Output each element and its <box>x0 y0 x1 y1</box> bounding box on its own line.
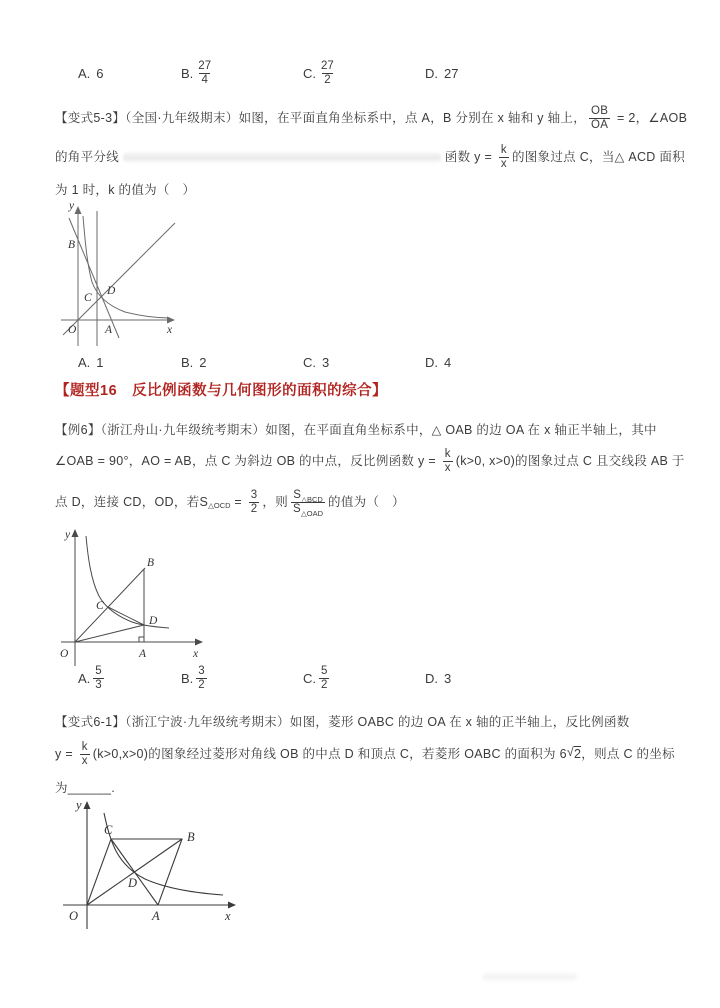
options-row-5-3 <box>78 55 458 91</box>
option-d <box>425 66 458 81</box>
option-d-value: 27 <box>444 65 459 81</box>
option-b <box>181 60 303 85</box>
y-axis-arrow-icon <box>72 529 79 537</box>
sqrt-2: √ 2 <box>566 744 582 761</box>
label-D: D <box>128 876 138 890</box>
segment-CD <box>108 607 144 625</box>
option-c <box>303 60 425 85</box>
section-heading-16: 【题型16 反比例函数与几何图形的面积的综合】 <box>55 383 388 399</box>
hyperbola-curve <box>83 216 170 318</box>
problem-5-3-line3: 为 1 时，k 的值为（ ） <box>55 183 196 197</box>
problem-6-line3 <box>55 480 685 524</box>
problem-5-3-text1: 【变式5-3】（全国·九年级期末）如图，在平面直角坐标系中，点 A，B 分别在 x 轴和 y 轴上， <box>55 110 586 125</box>
subscript-OAD: △OAD <box>301 508 324 518</box>
x-axis-arrow-icon <box>228 902 236 909</box>
label-D: D <box>149 615 158 627</box>
fraction-27-2: $\frac{27}{2}$ <box>321 60 334 86</box>
option-a <box>78 665 181 690</box>
option-c <box>303 355 425 370</box>
fraction-k-x: $\frac{k}{x}$ <box>81 741 88 767</box>
option-b-label: B. <box>181 354 194 370</box>
label-O: O <box>69 909 79 923</box>
label-x: x <box>225 909 231 923</box>
option-a-label: A. <box>78 65 91 81</box>
option-a <box>78 355 181 370</box>
problem-6-text2: (k>0, x>0)的图象过点 C 且交线段 AB 于 <box>455 453 685 468</box>
option-d-label: D. <box>425 65 438 81</box>
label-O: O <box>68 324 77 336</box>
problem-6-text4: ，则 <box>262 494 289 509</box>
fraction-k-x: $\frac{k}{x}$ <box>444 448 451 474</box>
angle-bisector-line <box>63 223 175 335</box>
y-axis-arrow-icon <box>84 801 91 809</box>
label-x: x <box>167 324 173 336</box>
option-d <box>425 355 451 370</box>
problem-5-3-text4: 函数 y = <box>444 149 496 164</box>
label-C: C <box>104 823 113 837</box>
option-a-label: A. <box>78 354 91 370</box>
label-A: A <box>152 909 160 923</box>
option-a-label: A. <box>78 670 91 686</box>
problem-6-equals: = <box>230 494 246 509</box>
y-axis-arrow-icon <box>75 206 82 214</box>
options-row-6 <box>78 660 451 696</box>
problem-6-text1: ∠OAB = 90°，AO = AB，点 C 为斜边 OB 的中点，反比例函数 y = <box>55 453 440 468</box>
x-axis-arrow-icon <box>167 317 175 324</box>
fraction-ob-oa: $\frac{OB}{OA}$ <box>591 105 609 131</box>
label-x: x <box>193 648 199 660</box>
line-OB <box>75 568 145 642</box>
fraction-3-2: $\frac{3}{2}$ <box>250 489 258 515</box>
area-ratio-denominator: S △OAD <box>293 502 324 518</box>
erased-watermark-strip <box>123 151 441 164</box>
option-d-label: D. <box>425 670 438 686</box>
fraction-5-2: $\frac{5}{2}$ <box>321 665 328 691</box>
option-b-label: B. <box>181 65 194 81</box>
problem-5-3-line2 <box>55 140 685 174</box>
option-b <box>181 355 303 370</box>
option-a-value: 1 <box>96 354 104 370</box>
label-A: A <box>139 648 147 660</box>
option-d-value: 3 <box>444 670 452 686</box>
fraction-5-3: $\frac{5}{3}$ <box>95 665 102 691</box>
option-b <box>181 665 303 690</box>
problem-6-1-line3: 为______. <box>55 781 116 795</box>
fraction-3-2: $\frac{3}{2}$ <box>198 665 205 691</box>
x-axis-arrow-icon <box>195 639 203 646</box>
option-d <box>425 671 451 686</box>
erased-watermark-smudge <box>482 972 577 982</box>
option-a <box>78 66 181 81</box>
fraction-k-x: $\frac{k}{x}$ <box>500 144 507 170</box>
fraction-area-ratio <box>291 488 325 518</box>
subscript-OCD: △OCD <box>208 500 231 510</box>
label-B: B <box>187 830 195 844</box>
problem-6-1-text1: y = <box>55 746 77 761</box>
problem-6-line2 <box>55 443 685 479</box>
label-A: A <box>105 324 113 336</box>
option-b-value: 2 <box>199 354 207 370</box>
area-ratio-numerator: S △BCD <box>293 488 323 505</box>
option-c-label: C. <box>303 670 316 686</box>
problem-5-3-text3: 的角平分线 <box>55 149 120 164</box>
options-row-5-3-answers <box>78 352 451 372</box>
option-c-label: C. <box>303 65 316 81</box>
label-B: B <box>68 239 76 251</box>
figure-6 <box>57 528 207 668</box>
problem-6-1-line1: 【变式6-1】（浙江宁波·九年级统考期末）如图，菱形 OABC 的边 OA 在 x 轴的正半轴上，反比例函数 <box>55 715 630 729</box>
fraction-27-4: $\frac{27}{4}$ <box>198 60 212 86</box>
label-y: y <box>69 200 75 212</box>
right-angle-mark <box>139 637 144 642</box>
subscript-BCD: △BCD <box>301 495 323 505</box>
problem-6-text3: 点 D，连接 CD，OD，若S <box>55 494 209 509</box>
problem-6-1-text2: (k>0,x>0)的图象经过菱形对角线 OB 的中点 D 和顶点 C，若菱形 OABC 的面积为 6 <box>92 746 567 761</box>
figure-6-1 <box>55 797 270 945</box>
option-c-label: C. <box>303 354 316 370</box>
problem-5-3-line1 <box>55 100 688 136</box>
option-d-value: 4 <box>444 354 452 370</box>
option-c-value: 3 <box>322 354 330 370</box>
option-c <box>303 665 425 690</box>
label-y: y <box>65 529 71 541</box>
label-C: C <box>84 292 92 304</box>
label-y: y <box>76 798 82 812</box>
figure-5-3 <box>57 198 182 346</box>
problem-6-text5: 的值为（ ） <box>328 494 405 509</box>
option-a-value: 6 <box>96 65 104 81</box>
option-d-label: D. <box>425 354 438 370</box>
option-b-label: B. <box>181 670 194 686</box>
label-B: B <box>147 557 155 569</box>
label-O: O <box>60 648 69 660</box>
problem-6-1-line2 <box>55 736 695 772</box>
problem-6-1-text3: ，则点 C 的坐标 <box>581 746 675 761</box>
problem-5-3-text5: 的图象过点 C，当△ ACD 面积 <box>511 149 685 164</box>
problem-6-line1: 【例6】（浙江舟山·九年级统考期末）如图，在平面直角坐标系中，△ OAB 的边 OA 在 x 轴正半轴上，其中 <box>55 423 657 437</box>
label-C: C <box>96 600 104 612</box>
label-D: D <box>107 285 116 297</box>
line-OD <box>75 625 144 642</box>
problem-5-3-text2: = 2，∠AOB <box>613 110 688 125</box>
